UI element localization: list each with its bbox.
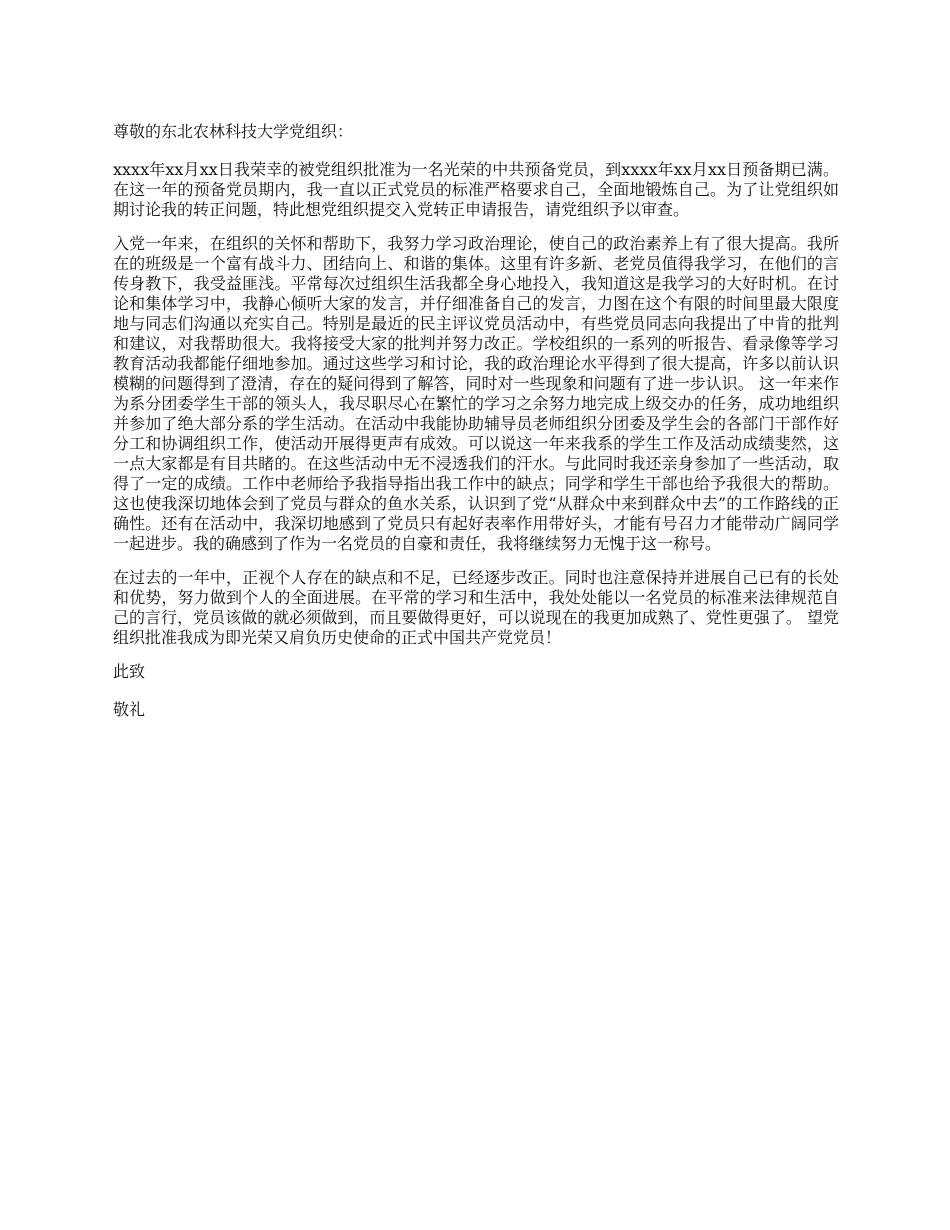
- letter-body: [113, 122, 839, 734]
- paragraph-1: xxxx年xx月xx日我荣幸的被党组织批准为一名光荣的中共预备党员，到xxxx年xx月xx日预备期已满。在这一年的预备党员期内，我一直以正式党员的标准严格要求自己，全面地锻炼自己。为了让党组织如期讨论我的转正问题，特此想党组织提交入党转正申请报告，请党组织予以审查。: [113, 160, 839, 219]
- paragraph-2: 入党一年来，在组织的关怀和帮助下，我努力学习政治理论，使自己的政治素养上有了很大提高。我所在的班级是一个富有战斗力、团结向上、和谐的集体。这里有许多新、老党员值得我学习，在他们的言传身教下，我受益匪浅。平常每次过组织生活我都全身心地投入，我知道这是我学习的大好时机。在讨论和集体学习中，我静心倾听大家的发言，并仔细准备自己的发言，力图在这个有限的时间里最大限度地与同志们沟通以充实自己。特别是最近的民主评议党员活动中，有些党员同志向我提出了中肯的批判和建议，对我帮助很大。我将接受大家的批判并努力改正。学校组织的一系列的听报告、看录像等学习教育活动我都能仔细地参加。通过这些学习和讨论，我的政治理论水平得到了很大提高，许多以前认识模糊的问题得到了澄清，存在的疑问得到了解答，同时对一些现象和问题有了进一步认识。 这一年来作为系分团委学生干部的领头人，我尽职尽心在繁忙的学习之余努力地完成上级交办的任务，成功地组织并参加了绝大部分系的学生活动。在活动中我能协助辅导员老师组织分团委及学生会的各部门干部作好分工和协调组织工作，使活动开展得更声有成效。可以说这一年来我系的学生工作及活动成绩斐然，这一点大家都是有目共睹的。在这些活动中无不浸透我们的汗水。与此同时我还亲身参加了一些活动，取得了一定的成绩。工作中老师给予我指导指出我工作中的缺点；同学和学生干部也给予我很大的帮助。这也使我深切地体会到了党员与群众的鱼水关系，认识到了党“从群众中来到群众中去”的工作路线的正确性。还有在活动中，我深切地感到了党员只有起好表率作用带好头，才能有号召力才能带动广阔同学一起进步。我的确感到了作为一名党员的自豪和责任，我将继续努力无愧于这一称号。: [113, 234, 839, 553]
- salutation: 尊敬的东北农林科技大学党组织：: [113, 122, 354, 141]
- closing-cizhi: 此致: [113, 662, 146, 681]
- paragraph-3: 在过去的一年中，正视个人存在的缺点和不足，已经逐步改正。同时也注意保持并进展自己已有的长处和优势，努力做到个人的全面进展。在平常的学习和生活中，我处处能以一名党员的标准来法律规范自己的言行，党员该做的就必须做到，而且要做得更好，可以说现在的我更加成熟了、党性更强了。 望党组织批准我成为即光荣又肩负历史使命的正式中国共产党党员！: [113, 568, 839, 647]
- closing-jingli: 敬礼: [113, 700, 146, 719]
